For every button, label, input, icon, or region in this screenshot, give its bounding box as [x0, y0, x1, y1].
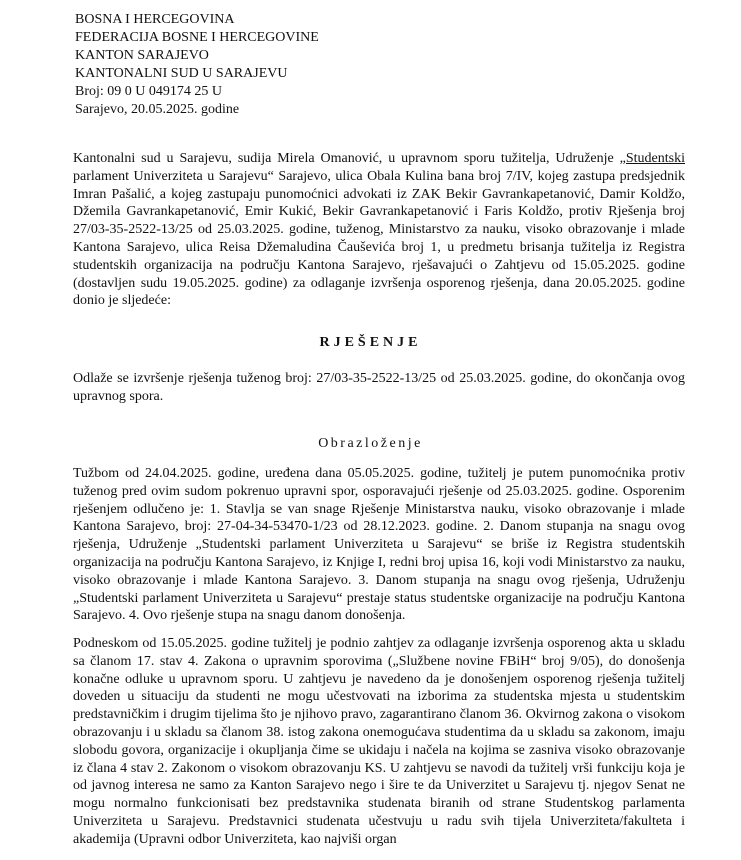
header-date: Sarajevo, 20.05.2025. godine	[75, 102, 240, 117]
header-court: KANTONALNI SUD U SARAJEVU	[75, 66, 288, 81]
intro-text-start: Kantonalni sud u Sarajevu, sudija Mirela Omanović, u upravnom sporu tužitelja, Udruženje	[73, 151, 620, 166]
intro-underlined-text: „Studentski	[619, 151, 685, 166]
intro-paragraph	[73, 150, 685, 310]
header-canton: KANTON SARAJEVO	[75, 48, 209, 63]
intro-text-rest: parlament Univerziteta u Sarajevu“ Sarajevo, ulica Obala Kulina bana broj 7/IV, kojeg zastupa predsjednik Imran Pašalić, a kojeg zastupaju punomoćnici advokati iz ZAK Bekir Gavrankapetanović, Damir Koldžo, Džemila Gavrankapetanović, Emir Kukić, Bekir Gavrankapetanović i Faris Koldžo, protiv Rješenja broj 27/03-35-2522-13/25 od 25.03.2025. godine, tuženog, Ministarstvo za nauku, visoko obrazovanje i mlade Kantona Sarajevo, ulica Reisa Džemaludina Čauševića broj 1, u predmetu brisanja tužitelja iz Registra studentskih organizacija na području Kantona Sarajevo, rješavajući o Zahtjevu od 15.05.2025. godine (dostavljen sudu 19.05.2025. godine) za odlaganje izvršenja osporenog rješenja, dana 20.05.2025. godine donio je sljedeće:	[73, 168, 685, 309]
header-case-number: Broj: 09 0 U 049174 25 U	[75, 84, 222, 99]
decision-title: RJEŠENJE	[319, 335, 422, 350]
header-country: BOSNA I HERCEGOVINA	[75, 12, 235, 27]
reasoning-title: Obrazloženje	[318, 436, 423, 451]
header-federation: FEDERACIJA BOSNE I HERCEGOVINE	[75, 30, 319, 45]
court-header	[75, 11, 319, 119]
decision-text: Odlaže se izvršenje rješenja tuženog broj: 27/03-35-2522-13/25 od 25.03.2025. godine, do okončanja ovog upravnog spora.	[73, 371, 685, 404]
reasoning-paragraph-1: Tužbom od 24.04.2025. godine, uređena dana 05.05.2025. godine, tužitelj je putem punomoćnika protiv tuženog pred ovim sudom pokrenuo upravni spor, osporavajući rješenje od 25.03.2025. godine. Osporenim rješenjem odlučeno je: 1. Stavlja se van snage Rješenje Ministarstva nauku, visoko obrazovanje i mlade Kantona Sarajevo, broj: 27-04-34-53470-1/23 od 28.12.2023. godine. 2. Danom stupanja na snagu ovog rješenja, Udruženje „Studentski parlament Univerziteta u Sarajevu“ se briše iz Registra studentskih organizacija na području Kantona Sarajevo, iz Knjige I, redni broj upisa 16, koji vodi Ministarstvo za nauku, visoko obrazovanje i mlade Kantona Sarajevo. 3. Danom stupanja na snagu ovog rješenja, Udruženju „Studentski parlament Univerziteta u Sarajevu“ prestaje status studentske organizacije na području Kantona Sarajevo. 4. Ovo rješenje stupa na snagu danom donošenja.	[73, 466, 685, 624]
reasoning-paragraph-2: Podneskom od 15.05.2025. godine tužitelj je podnio zahtjev za odlaganje izvršenja osporenog akta u skladu sa članom 17. stav 4. Zakona o upravnim sporovima („Službene novine FBiH“ broj 9/05), do donošenja konačne odluke u upravnom sporu. U zahtjevu je navedeno da je donošenjem osporenog rješenja tužitelj doveden u situaciju da studenti ne mogu učestvovati na izborima za studentska mjesta u studentskim predstavničkim i drugim tijelima što je njihovo pravo, zagarantirano članom 36. Okvirnog zakona o visokom obrazovanju i u skladu sa članom 38. istog zakona onemogućava studentima da u skladu sa zakonom, imaju slobodu govora, organizacije i okupljanja čime se ukidaju i načela na kojima se zasniva visoko obrazovanje iz člana 4 stav 2. Zakonom o visokom obrazovanju KS. U zahtjevu se navodi da tužitelj vrši funkciju koja je od javnog interesa ne samo za Kanton Sarajevo nego i šire te da Univerzitet u Sarajevu tj. njegov Senat ne mogu normalno funkcionisati bez predstavnika studenata biranih od strane Studentskog parlamenta Univerziteta u Sarajevu. Predstavnici studenata učestvuju u radu svih tijela Univerziteta/fakulteta i akademija (Upravni odbor Univerziteta, kao najviši organ	[73, 636, 685, 847]
